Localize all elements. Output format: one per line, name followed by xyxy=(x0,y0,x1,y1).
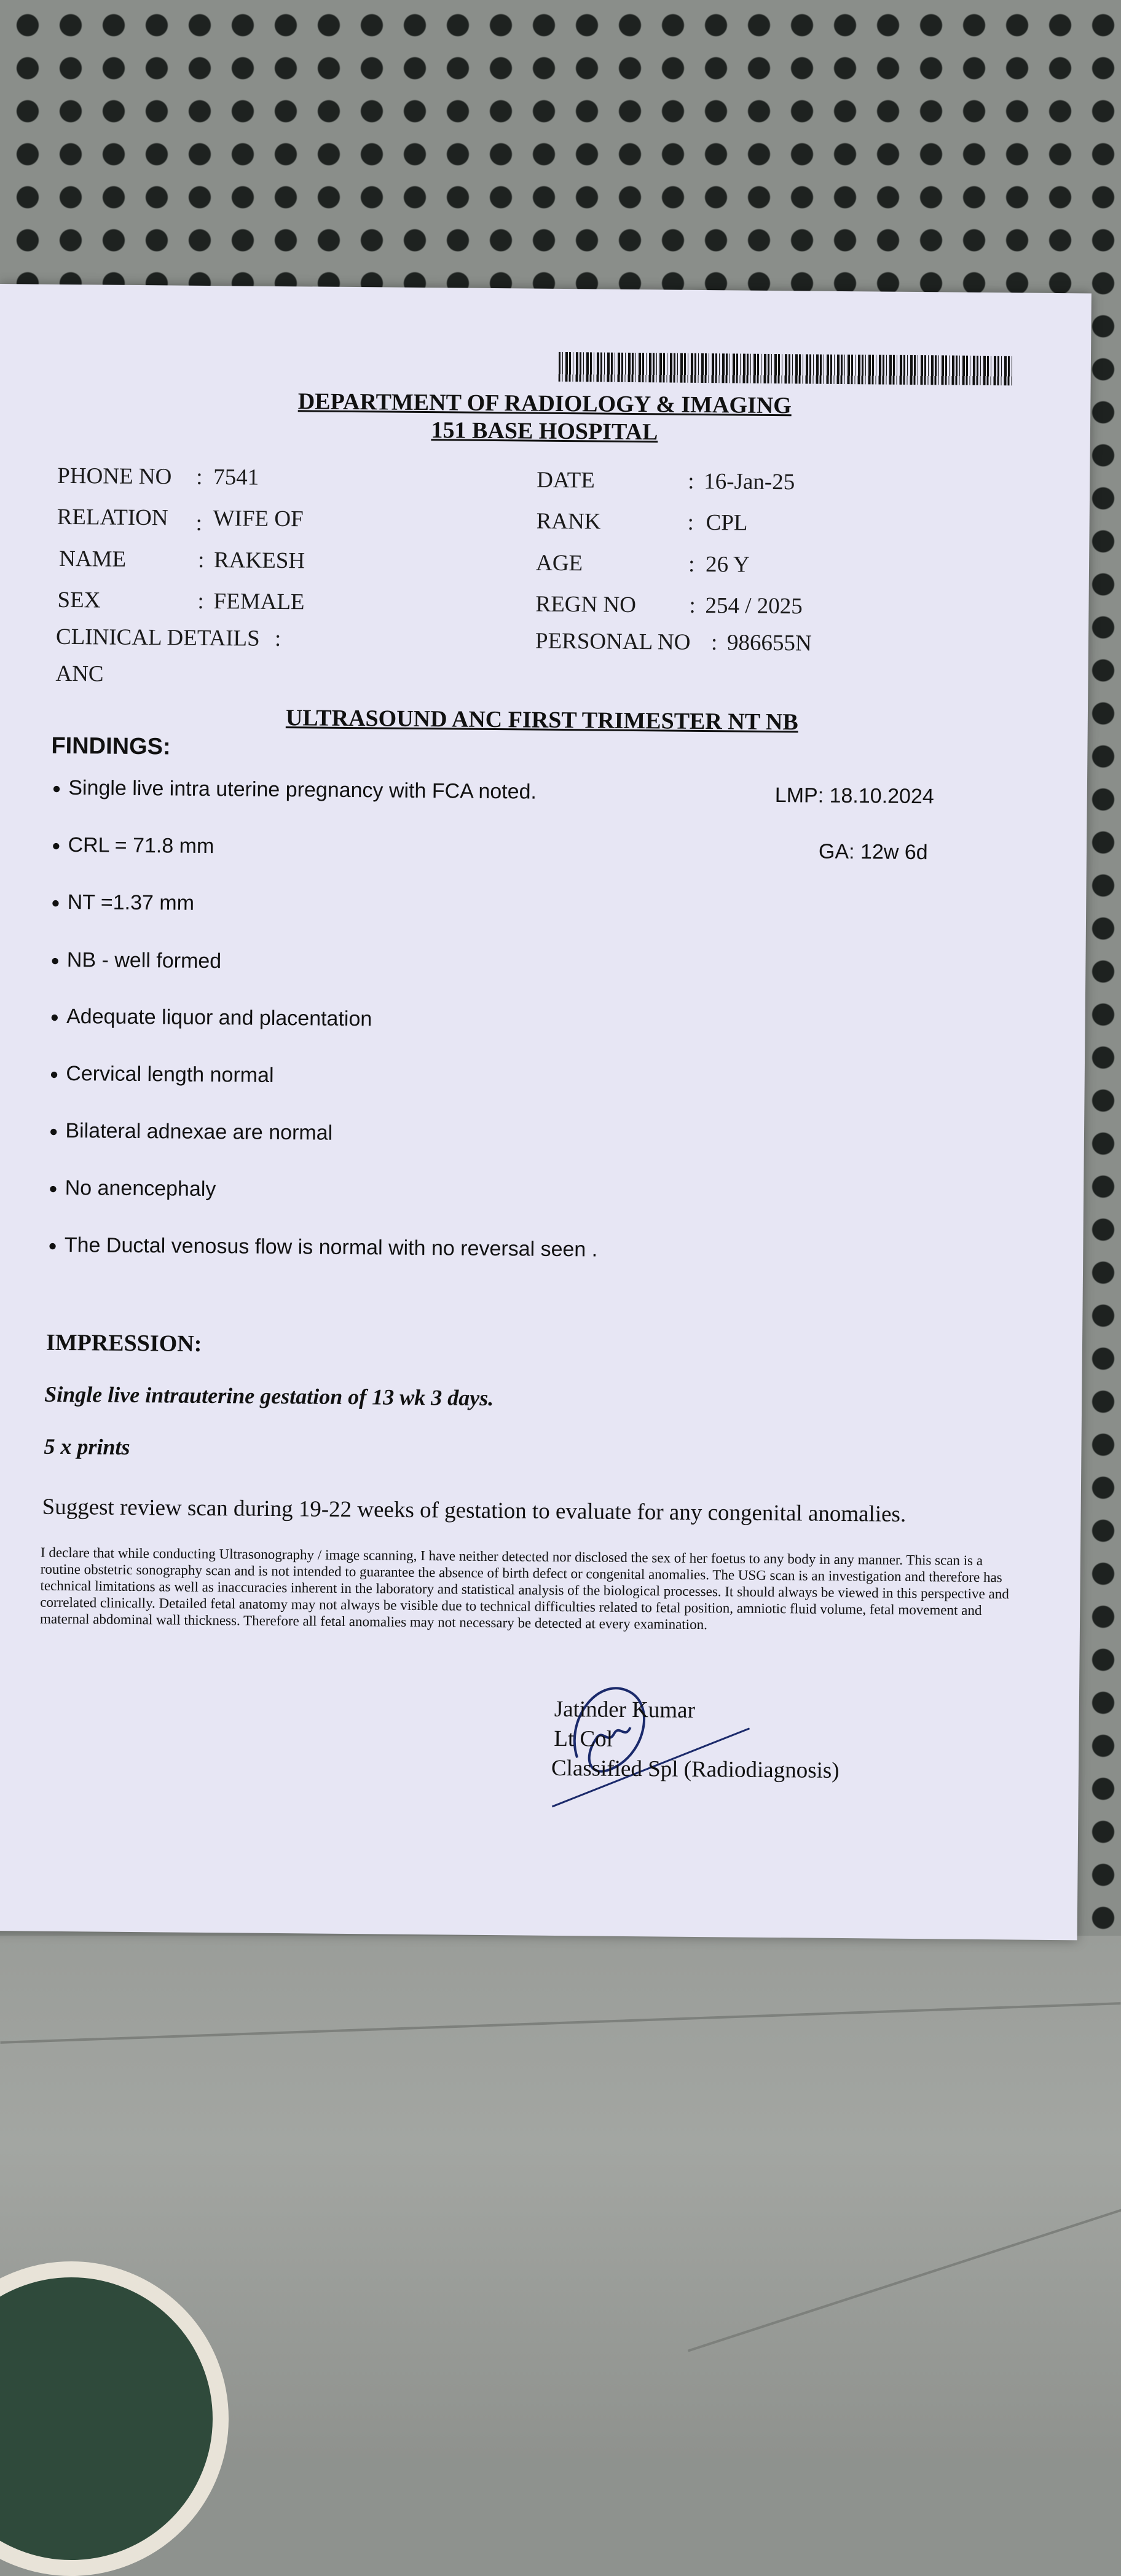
bullet-icon: ● xyxy=(51,837,61,854)
bullet-icon: ● xyxy=(49,1180,58,1197)
ga-note: GA: 12w 6d xyxy=(818,839,928,865)
colon: : xyxy=(689,592,696,618)
colon: : xyxy=(197,547,205,573)
bullet-icon: ● xyxy=(49,1123,58,1140)
barcode xyxy=(559,352,1013,385)
name-label: NAME xyxy=(58,546,127,572)
bullet-icon: ● xyxy=(51,894,60,911)
sex-label: SEX xyxy=(57,587,101,613)
bullet-icon: ● xyxy=(50,1008,60,1026)
name-value: RAKESH xyxy=(213,548,305,574)
suggestion-text: Suggest review scan during 19-22 weeks of gestation to evaluate for any congenital anomalies. xyxy=(42,1494,907,1527)
lmp-note: LMP: 18.10.2024 xyxy=(774,783,934,809)
rank-value: CPL xyxy=(706,510,748,536)
finding-item: ● NB - well formed xyxy=(50,948,222,973)
finding-item: ● Bilateral adnexae are normal xyxy=(49,1118,333,1145)
regn-label: REGN NO xyxy=(535,591,637,618)
colon: : xyxy=(688,468,694,494)
signatory-rank: Lt Col xyxy=(554,1726,613,1752)
declaration-text: I declare that while conducting Ultrasonography / image scanning, I have neither detected nor disclosed the sex of her foetus to any body in any manner. This scan is a routine obstetric sonography scan and is not intended to guarantee the absence of birth defect or congenital anomalies. The USG scan is an investigation and therefore has technical limitations as well as inaccuracies inherent in the laboratory and statistical analysis of the biological processes. It should always be viewed in this perspective and correlated clinically. Detailed fetal anatomy may not always be visible due to technical difficulties related to fetal position, amniotic fluid volume, fetal movement and maternal abdominal wall thickness. Therefore all fetal anomalies may not necessary be detected at every examination. xyxy=(39,1544,1009,1633)
personal-no-value: 986655N xyxy=(726,630,812,656)
colon: : xyxy=(274,626,281,652)
colon: : xyxy=(195,510,203,536)
department-title: DEPARTMENT OF RADIOLOGY & IMAGING xyxy=(297,388,792,419)
signatory-designation: Classified Spl (Radiodiagnosis) xyxy=(551,1755,840,1784)
colon: : xyxy=(196,464,203,490)
hospital-title: 151 BASE HOSPITAL xyxy=(431,417,658,446)
finding-item: ● CRL = 71.8 mm xyxy=(51,833,214,858)
bullet-icon: ● xyxy=(50,952,60,969)
colon: : xyxy=(688,551,695,577)
bullet-icon: ● xyxy=(49,1066,59,1083)
finding-item: ● Cervical length normal xyxy=(49,1061,274,1087)
phone-label: PHONE NO xyxy=(57,463,172,490)
impression-text: Single live intrauterine gestation of 13 wk 3 days. xyxy=(44,1381,494,1411)
signatory-name: Jatinder Kumar xyxy=(554,1696,696,1723)
bullet-icon: ● xyxy=(48,1237,57,1254)
date-value: 16-Jan-25 xyxy=(704,469,795,495)
sex-value: FEMALE xyxy=(213,589,305,615)
phone-value: 7541 xyxy=(213,465,259,490)
relation-label: RELATION xyxy=(57,504,168,531)
finding-item: ● No anencephaly xyxy=(49,1176,216,1201)
colon: : xyxy=(710,630,718,656)
age-label: AGE xyxy=(535,550,583,576)
bullet-icon: ● xyxy=(52,780,61,797)
findings-heading: FINDINGS: xyxy=(51,732,171,760)
finding-item: ● Adequate liquor and placentation xyxy=(50,1004,372,1031)
report-sheet xyxy=(0,284,1092,1940)
regn-value: 254 / 2025 xyxy=(705,593,803,619)
finding-item: ● Single live intra uterine pregnancy with FCA noted. xyxy=(52,776,537,804)
date-label: DATE xyxy=(537,467,595,493)
finding-item: ● NT =1.37 mm xyxy=(51,890,195,915)
prints-note: 5 x prints xyxy=(44,1434,130,1459)
rank-label: RANK xyxy=(536,508,601,535)
colon: : xyxy=(687,509,694,535)
relation-value: WIFE OF xyxy=(213,506,304,532)
report-title: ULTRASOUND ANC FIRST TRIMESTER NT NB xyxy=(285,705,798,736)
personal-no-label: PERSONAL NO xyxy=(535,628,691,655)
clinical-details-value: ANC xyxy=(55,661,104,687)
colon: : xyxy=(197,588,204,614)
finding-item: ● The Ductal venosus flow is normal with no reversal seen . xyxy=(48,1233,598,1262)
clinical-details-label: CLINICAL DETAILS xyxy=(55,624,260,651)
impression-heading: IMPRESSION: xyxy=(45,1329,202,1357)
age-value: 26 Y xyxy=(705,552,750,578)
